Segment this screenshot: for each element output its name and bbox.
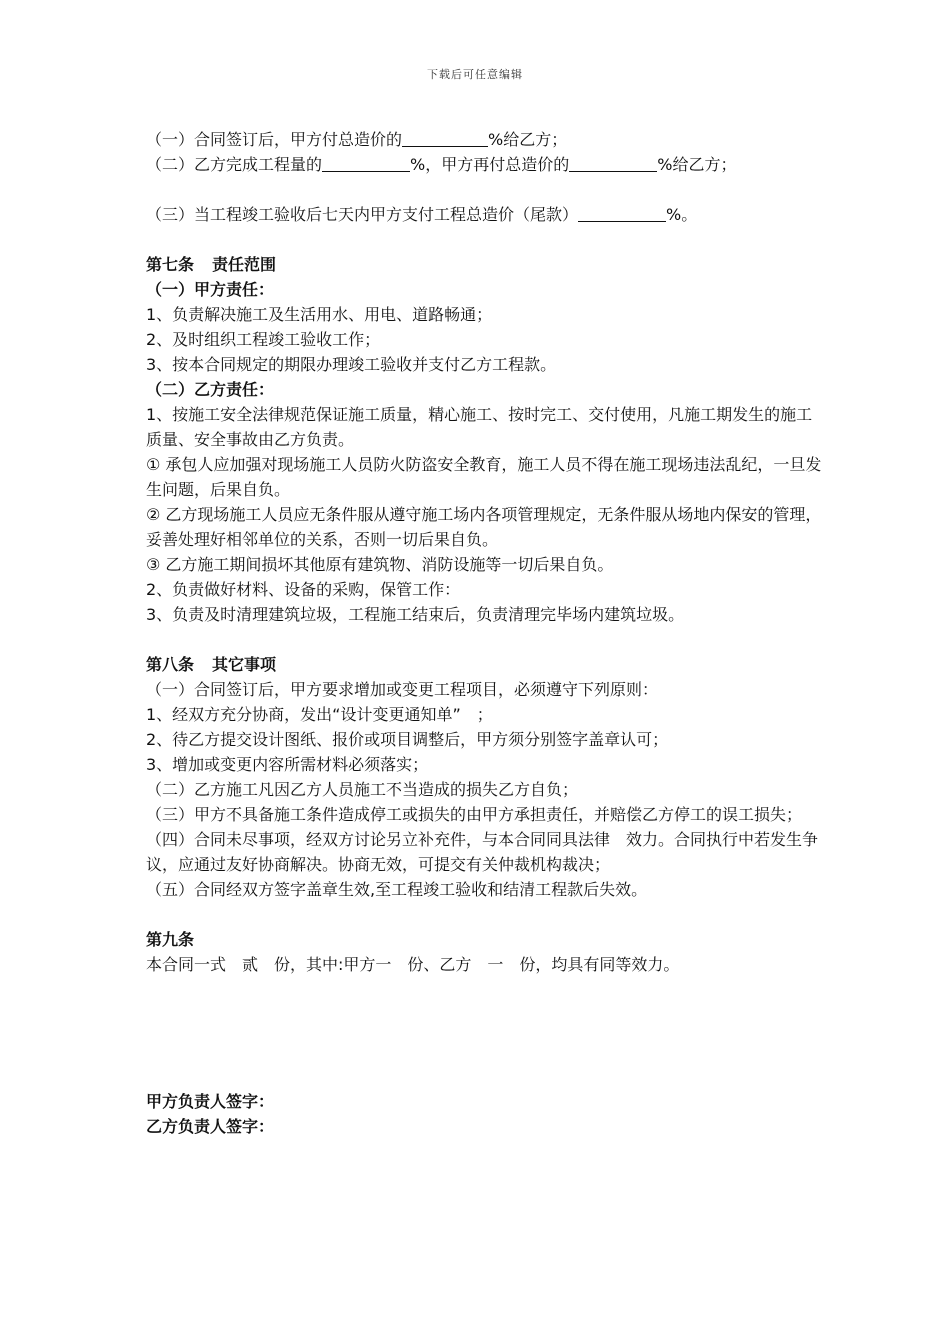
article-8-title	[146, 652, 826, 677]
blank-field	[402, 129, 488, 147]
article-8-item: （五）合同经双方签字盖章生效,至工程竣工验收和结清工程款后失效。	[146, 880, 648, 899]
article-8-item: （一）合同签订后，甲方要求增加或变更工程项目，必须遵守下列原则：	[146, 680, 659, 699]
payment-clause-2-suffix: %给乙方；	[657, 155, 737, 174]
party-b-item: 3、负责及时清理建筑垃圾，工程施工结束后，负责清理完毕场内建筑垃圾。	[146, 605, 685, 624]
party-b-item: ② 乙方现场施工人员应无条件服从遵守施工场内各项管理规定，无条件服从场地内保安的管理，妥善处理好相邻单位的关系，否则一切后果自负。	[146, 505, 822, 549]
article-7-number: 第七条	[146, 255, 195, 274]
contract-body	[146, 127, 826, 1139]
party-a-item: 3、按本合同规定的期限办理竣工验收并支付乙方工程款。	[146, 355, 557, 374]
party-a-heading: （一）甲方责任：	[146, 280, 275, 299]
party-b-item: ① 承包人应加强对现场施工人员防火防盗安全教育，施工人员不得在施工现场违法乱纪，一旦发生问题，后果自负。	[146, 455, 822, 499]
payment-clause-3-suffix: %。	[666, 205, 698, 224]
party-b-item: 1、按施工安全法律规范保证施工质量，精心施工、按时完工、交付使用，凡施工期发生的施工质量、安全事故由乙方负责。	[146, 405, 813, 449]
blank-field	[569, 154, 657, 172]
party-b-item: 2、负责做好材料、设备的采购，保管工作：	[146, 580, 461, 599]
payment-clause-3	[146, 202, 826, 227]
party-a-item: 1、负责解决施工及生活用水、用电、道路畅通；	[146, 305, 493, 324]
article-8-item: 2、待乙方提交设计图纸、报价或项目调整后，甲方须分别签字盖章认可；	[146, 730, 669, 749]
payment-clause-1-suffix: %给乙方；	[488, 130, 568, 149]
article-8-item: （四）合同未尽事项，经双方讨论另立补充件，与本合同同具法律 效力。合同执行中若发生争议，应通过友好协商解决。协商无效，可提交有关仲裁机构裁决；	[146, 830, 819, 874]
party-a-item: 2、及时组织工程竣工验收工作；	[146, 330, 381, 349]
party-a-signature-label: 甲方负责人签字：	[146, 1092, 275, 1111]
article-7-heading: 责任范围	[212, 255, 277, 274]
article-9-text: 本合同一式 贰 份，其中:甲方一 份、乙方 一 份，均具有同等效力。	[146, 955, 680, 974]
article-8-item: （三）甲方不具备施工条件造成停工或损失的由甲方承担责任，并赔偿乙方停工的误工损失；	[146, 805, 803, 824]
page-header-note: 下载后可任意编辑	[427, 68, 523, 81]
payment-clause-1	[146, 127, 826, 152]
article-8-item: 3、增加或变更内容所需材料必须落实；	[146, 755, 429, 774]
article-8-item: （二）乙方施工凡因乙方人员施工不当造成的损失乙方自负；	[146, 780, 579, 799]
payment-clause-2	[146, 152, 826, 177]
party-b-item: ③ 乙方施工期间损坏其他原有建筑物、消防设施等一切后果自负。	[146, 555, 614, 574]
article-9-title: 第九条	[146, 930, 195, 949]
article-8-item: 1、经双方充分协商，发出“设计变更通知单” ；	[146, 705, 493, 724]
payment-clause-3-text: （三）当工程竣工验收后七天内甲方支付工程总造价（尾款）	[146, 205, 579, 224]
article-7-title	[146, 252, 826, 277]
article-8-heading: 其它事项	[212, 655, 277, 674]
payment-clause-1-text: （一）合同签订后，甲方付总造价的	[146, 130, 403, 149]
payment-clause-2-text: （二）乙方完成工程量的	[146, 155, 323, 174]
blank-field	[578, 204, 666, 222]
party-b-heading: （二）乙方责任：	[146, 380, 275, 399]
party-b-signature-label: 乙方负责人签字：	[146, 1117, 275, 1136]
payment-clause-2-middle: %，甲方再付总造价的	[410, 155, 570, 174]
blank-field	[322, 154, 410, 172]
article-8-number: 第八条	[146, 655, 195, 674]
